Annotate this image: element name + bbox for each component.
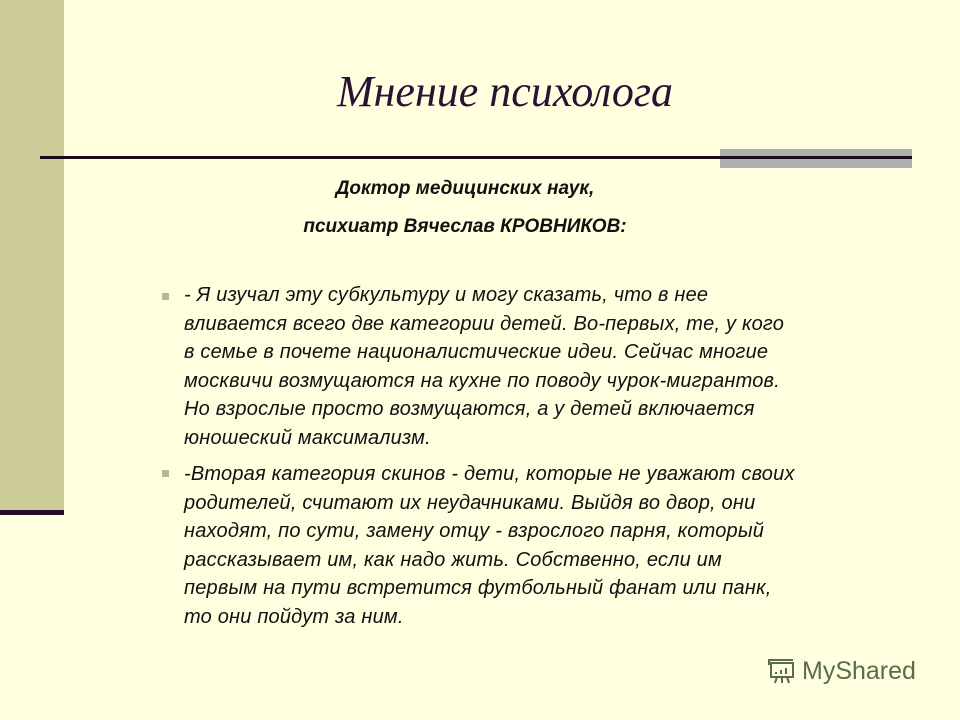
bullet-line: находят, по сути, замену отцу - взрослого парня, который xyxy=(184,520,765,542)
bullet-line: -Вторая категория скинов - дети, которые не уважают своих xyxy=(184,463,795,485)
watermark-logo xyxy=(766,656,916,686)
bullet-line: вливается всего две категории детей. Во-первых, те, у кого xyxy=(184,312,785,335)
bullet-line: - Я изучал эту субкультуру и могу сказать, что в нее xyxy=(184,284,709,306)
bullet-line: в семье в почете националистические идеи. Сейчас многие xyxy=(184,341,769,363)
bullet-2 xyxy=(184,460,795,631)
bullet-line: то они пойдут за ним. xyxy=(184,605,404,628)
bullet-marker-icon xyxy=(162,470,169,477)
slide-title: Мнение психолога xyxy=(336,67,674,116)
title-divider xyxy=(40,156,912,159)
bullet-line: родителей, считают их неудачниками. Выйдя во двор, они xyxy=(184,491,756,514)
bullet-line: первым на пути встретится футбольный фанат или панк, xyxy=(184,577,772,599)
bullet-line: Но взрослые просто возмущаются, а у детей включается xyxy=(184,398,755,420)
subtitle-line-1: Доктор медицинских наук, xyxy=(335,178,595,199)
bullet-line: юношеский максимализм. xyxy=(184,426,431,449)
bullet-line: москвичи возмущаются на кухне по поводу чурок-мигрантов. xyxy=(184,369,780,392)
subtitle-line-2: психиатр Вячеслав КРОВНИКОВ: xyxy=(303,216,627,237)
bullet-marker-icon xyxy=(162,293,169,300)
presentation-board-icon xyxy=(766,656,796,686)
watermark-text: MyShared xyxy=(802,656,916,685)
bullet-1 xyxy=(184,281,784,452)
bullet-line: рассказывает им, как надо жить. Собственно, если им xyxy=(184,548,722,571)
sidebar-end-bar xyxy=(0,510,64,515)
